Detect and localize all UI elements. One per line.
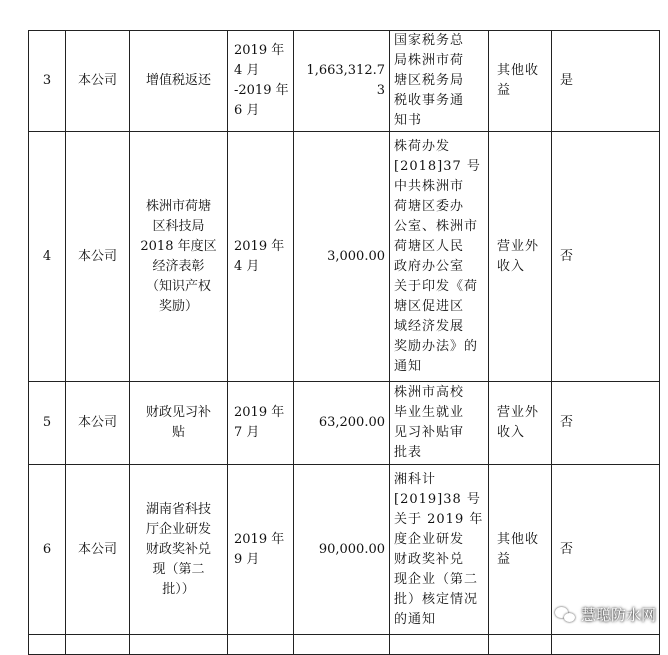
amount-cell: 90,000.00 (294, 465, 390, 635)
account-cell: 营业外 收入 (489, 382, 552, 465)
empty-cell (66, 635, 130, 655)
row-number: 4 (29, 132, 66, 382)
wechat-icon (555, 606, 577, 624)
row-number: 6 (29, 465, 66, 635)
account-cell: 其他收 益 (489, 31, 552, 132)
empty-cell (552, 635, 660, 655)
empty-cell (228, 635, 294, 655)
empty-cell (489, 635, 552, 655)
empty-cell (294, 635, 390, 655)
flag-cell: 否 (552, 465, 660, 635)
company-cell: 本公司 (66, 31, 130, 132)
subsidy-item-cell: 增值税返还 (130, 31, 228, 132)
account-cell: 其他收 益 (489, 465, 552, 635)
basis-cell: 株荷办发 [2018]37 号 中共株洲市 荷塘区委办 公室、株洲市 荷塘区人民 政府办公室 关于印发《荷 塘区促进区 域经济发展 奖励办法》的 通知 (390, 132, 489, 382)
company-cell: 本公司 (66, 465, 130, 635)
flag-cell: 是 (552, 31, 660, 132)
basis-cell: 国家税务总 局株洲市荷 塘区税务局 税收事务通 知书 (390, 31, 489, 132)
subsidy-item-cell: 株洲市荷塘 区科技局 2018 年度区 经济表彰 （知识产权 奖励） (130, 132, 228, 382)
date-cell: 2019 年 7 月 (228, 382, 294, 465)
basis-cell: 湘科计 [2019]38 号 关于 2019 年 度企业研发 财政奖补兑 现企业（第二 批）核定情况 的通知 (390, 465, 489, 635)
empty-cell (29, 635, 66, 655)
table-row (29, 31, 660, 132)
basis-cell: 株洲市高校 毕业生就业 见习补贴审 批表 (390, 382, 489, 465)
flag-cell: 否 (552, 132, 660, 382)
amount-cell: 63,200.00 (294, 382, 390, 465)
subsidy-table (28, 30, 660, 655)
row-number: 3 (29, 31, 66, 132)
table-body (29, 31, 660, 655)
company-cell: 本公司 (66, 382, 130, 465)
date-cell: 2019 年 4 月 -2019 年 6 月 (228, 31, 294, 132)
date-cell: 2019 年 9 月 (228, 465, 294, 635)
date-cell: 2019 年 4 月 (228, 132, 294, 382)
account-cell: 营业外 收入 (489, 132, 552, 382)
table-row (29, 132, 660, 382)
subsidy-item-cell: 财政见习补 贴 (130, 382, 228, 465)
watermark (555, 604, 656, 625)
amount-cell: 3,000.00 (294, 132, 390, 382)
empty-cell (390, 635, 489, 655)
flag-cell: 否 (552, 382, 660, 465)
table-row-continuation (29, 635, 660, 655)
company-cell: 本公司 (66, 132, 130, 382)
watermark-text: 慧聪防水网 (580, 606, 656, 624)
row-number: 5 (29, 382, 66, 465)
empty-cell (130, 635, 228, 655)
amount-cell: 1,663,312.7 3 (294, 31, 390, 132)
table-row (29, 382, 660, 465)
subsidy-item-cell: 湖南省科技 厅企业研发 财政奖补兑 现（第二 批）） (130, 465, 228, 635)
